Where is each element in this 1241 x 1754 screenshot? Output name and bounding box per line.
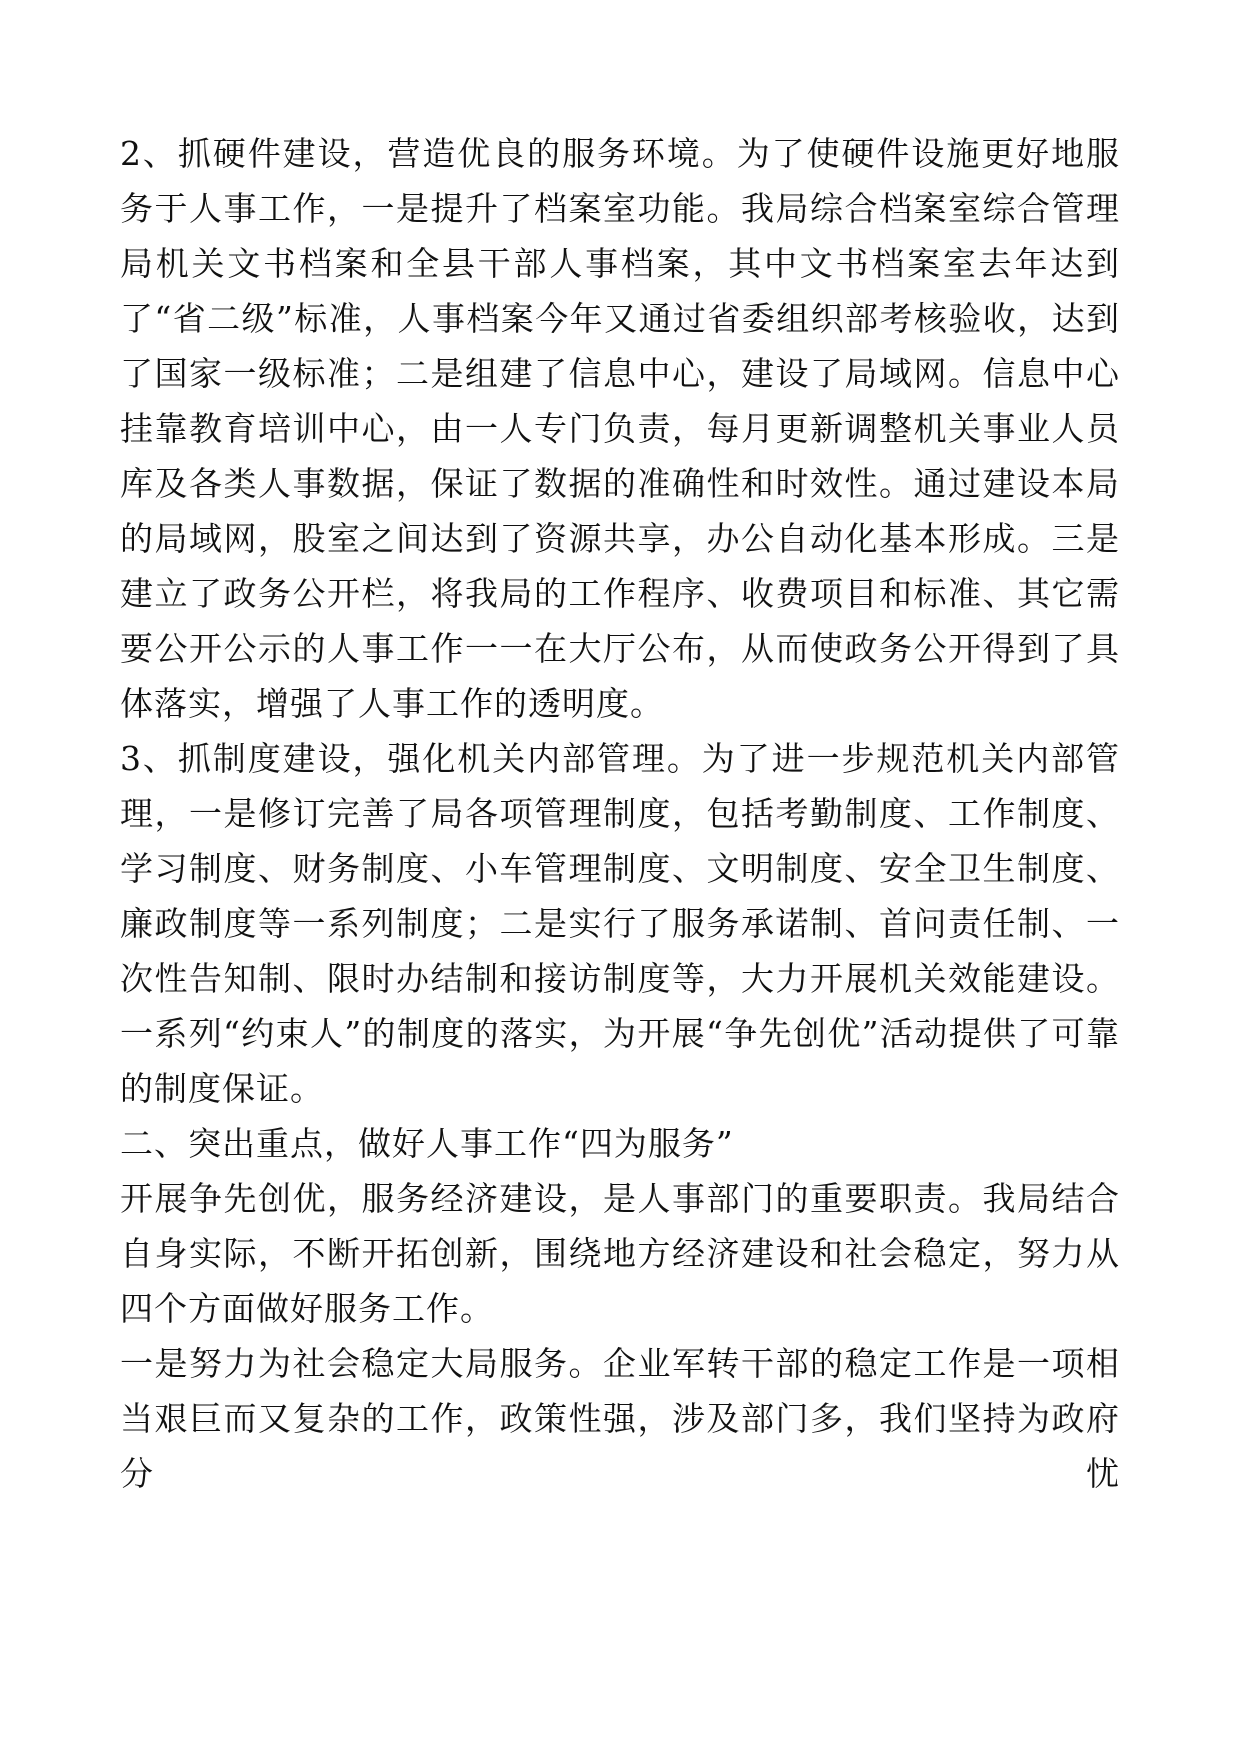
paragraph-hardware-construction: 2、抓硬件建设，营造优良的服务环境。为了使硬件设施更好地服务于人事工作，一是提升了档案室功能。我局综合档案室综合管理局机关文书档案和全县干部人事档案，其中文书档案室去年达到了“省二级”标准，人事档案今年又通过省委组织部考核验收，达到了国家一级标准；二是组建了信息中心，建设了局域网。信息中心挂靠教育培训中心，由一人专门负责，每月更新调整机关事业人员库及各类人事数据，保证了数据的准确性和时效性。通过建设本局的局域网，股室之间达到了资源共享，办公自动化基本形成。三是建立了政务公开栏，将我局的工作程序、收费项目和标准、其它需要公开公示的人事工作一一在大厅公布，从而使政务公开得到了具体落实，增强了人事工作的透明度。 bbox=[120, 134, 1120, 723]
paragraph-introduction: 开展争先创优，服务经济建设，是人事部门的重要职责。我局结合自身实际，不断开拓创新，围绕地方经济建设和社会稳定，努力从四个方面做好服务工作。 bbox=[120, 1179, 1120, 1328]
document-body bbox=[120, 126, 1120, 1501]
section-heading-four-services: 二、突出重点，做好人事工作“四为服务” bbox=[120, 1124, 734, 1163]
paragraph-system-construction: 3、抓制度建设，强化机关内部管理。为了进一步规范机关内部管理，一是修订完善了局各项管理制度，包括考勤制度、工作制度、学习制度、财务制度、小车管理制度、文明制度、安全卫生制度、廉政制度等一系列制度；二是实行了服务承诺制、首问责任制、一次性告知制、限时办结制和接访制度等，大力开展机关效能建设。一系列“约束人”的制度的落实，为开展“争先创优”活动提供了可靠的制度保证。 bbox=[120, 739, 1120, 1108]
paragraph-social-stability: 一是努力为社会稳定大局服务。企业军转干部的稳定工作是一项相当艰巨而又复杂的工作，政策性强，涉及部门多，我们坚持为政府分忧 bbox=[120, 1344, 1120, 1493]
